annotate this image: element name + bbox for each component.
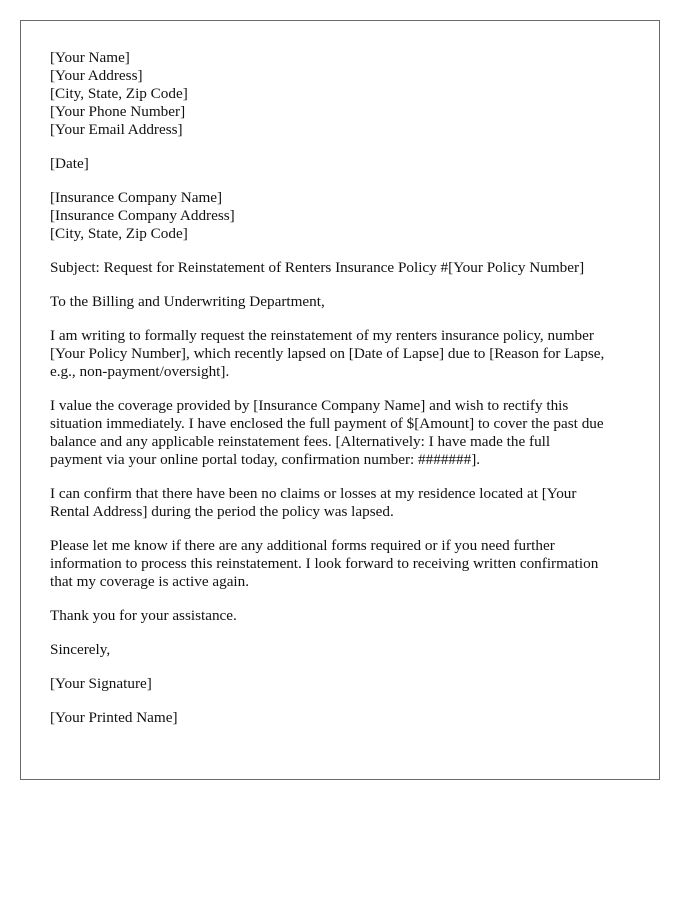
sender-block [50,49,650,139]
date-block [50,155,650,173]
body-paragraph-4 [50,537,650,591]
letter-body [50,49,650,727]
letter-date: [Date] [50,155,89,172]
body-line: information to process this reinstatement. I look forward to receiving written confirmation [50,555,599,572]
sender-phone: [Your Phone Number] [50,103,186,120]
body-line: I am writing to formally request the reinstatement of my renters insurance policy, number [50,327,594,344]
subject-text: Subject: Request for Reinstatement of Renters Insurance Policy #[Your Policy Number] [50,259,585,276]
subject-line [50,259,650,277]
body-line: Rental Address] during the period the policy was lapsed. [50,503,394,520]
sender-address: [Your Address] [50,67,143,84]
body-paragraph-3 [50,485,650,521]
body-line: situation immediately. I have enclosed the full payment of $[Amount] to cover the past due [50,415,604,432]
recipient-block [50,189,650,243]
body-line: payment via your online portal today, confirmation number: #######]. [50,451,481,468]
signature-placeholder: [Your Signature] [50,675,152,692]
body-line: I can confirm that there have been no claims or losses at my residence located at [Your [50,485,577,502]
letter-frame [20,20,660,780]
recipient-company-address: [Insurance Company Address] [50,207,235,224]
sender-name: [Your Name] [50,49,130,66]
body-line: I value the coverage provided by [Insurance Company Name] and wish to rectify this [50,397,569,414]
salutation-text: To the Billing and Underwriting Department, [50,293,325,310]
body-paragraph-1 [50,327,650,381]
recipient-company-name: [Insurance Company Name] [50,189,223,206]
sender-city-state-zip: [City, State, Zip Code] [50,85,188,102]
body-paragraph-2 [50,397,650,469]
signature-line [50,675,650,693]
printed-name-line [50,709,650,727]
printed-name-placeholder: [Your Printed Name] [50,709,178,726]
recipient-city-state-zip: [City, State, Zip Code] [50,225,188,242]
thanks-line [50,607,650,625]
salutation-line [50,293,650,311]
closing-line [50,641,650,659]
body-line: e.g., non-payment/oversight]. [50,363,230,380]
body-line: that my coverage is active again. [50,573,250,590]
body-line: Please let me know if there are any additional forms required or if you need further [50,537,555,554]
closing-text: Sincerely, [50,641,111,658]
body-line: [Your Policy Number], which recently lapsed on [Date of Lapse] due to [Reason for Lapse, [50,345,605,362]
body-line: balance and any applicable reinstatement fees. [Alternatively: I have made the full [50,433,551,450]
sender-email: [Your Email Address] [50,121,183,138]
thanks-text: Thank you for your assistance. [50,607,237,624]
